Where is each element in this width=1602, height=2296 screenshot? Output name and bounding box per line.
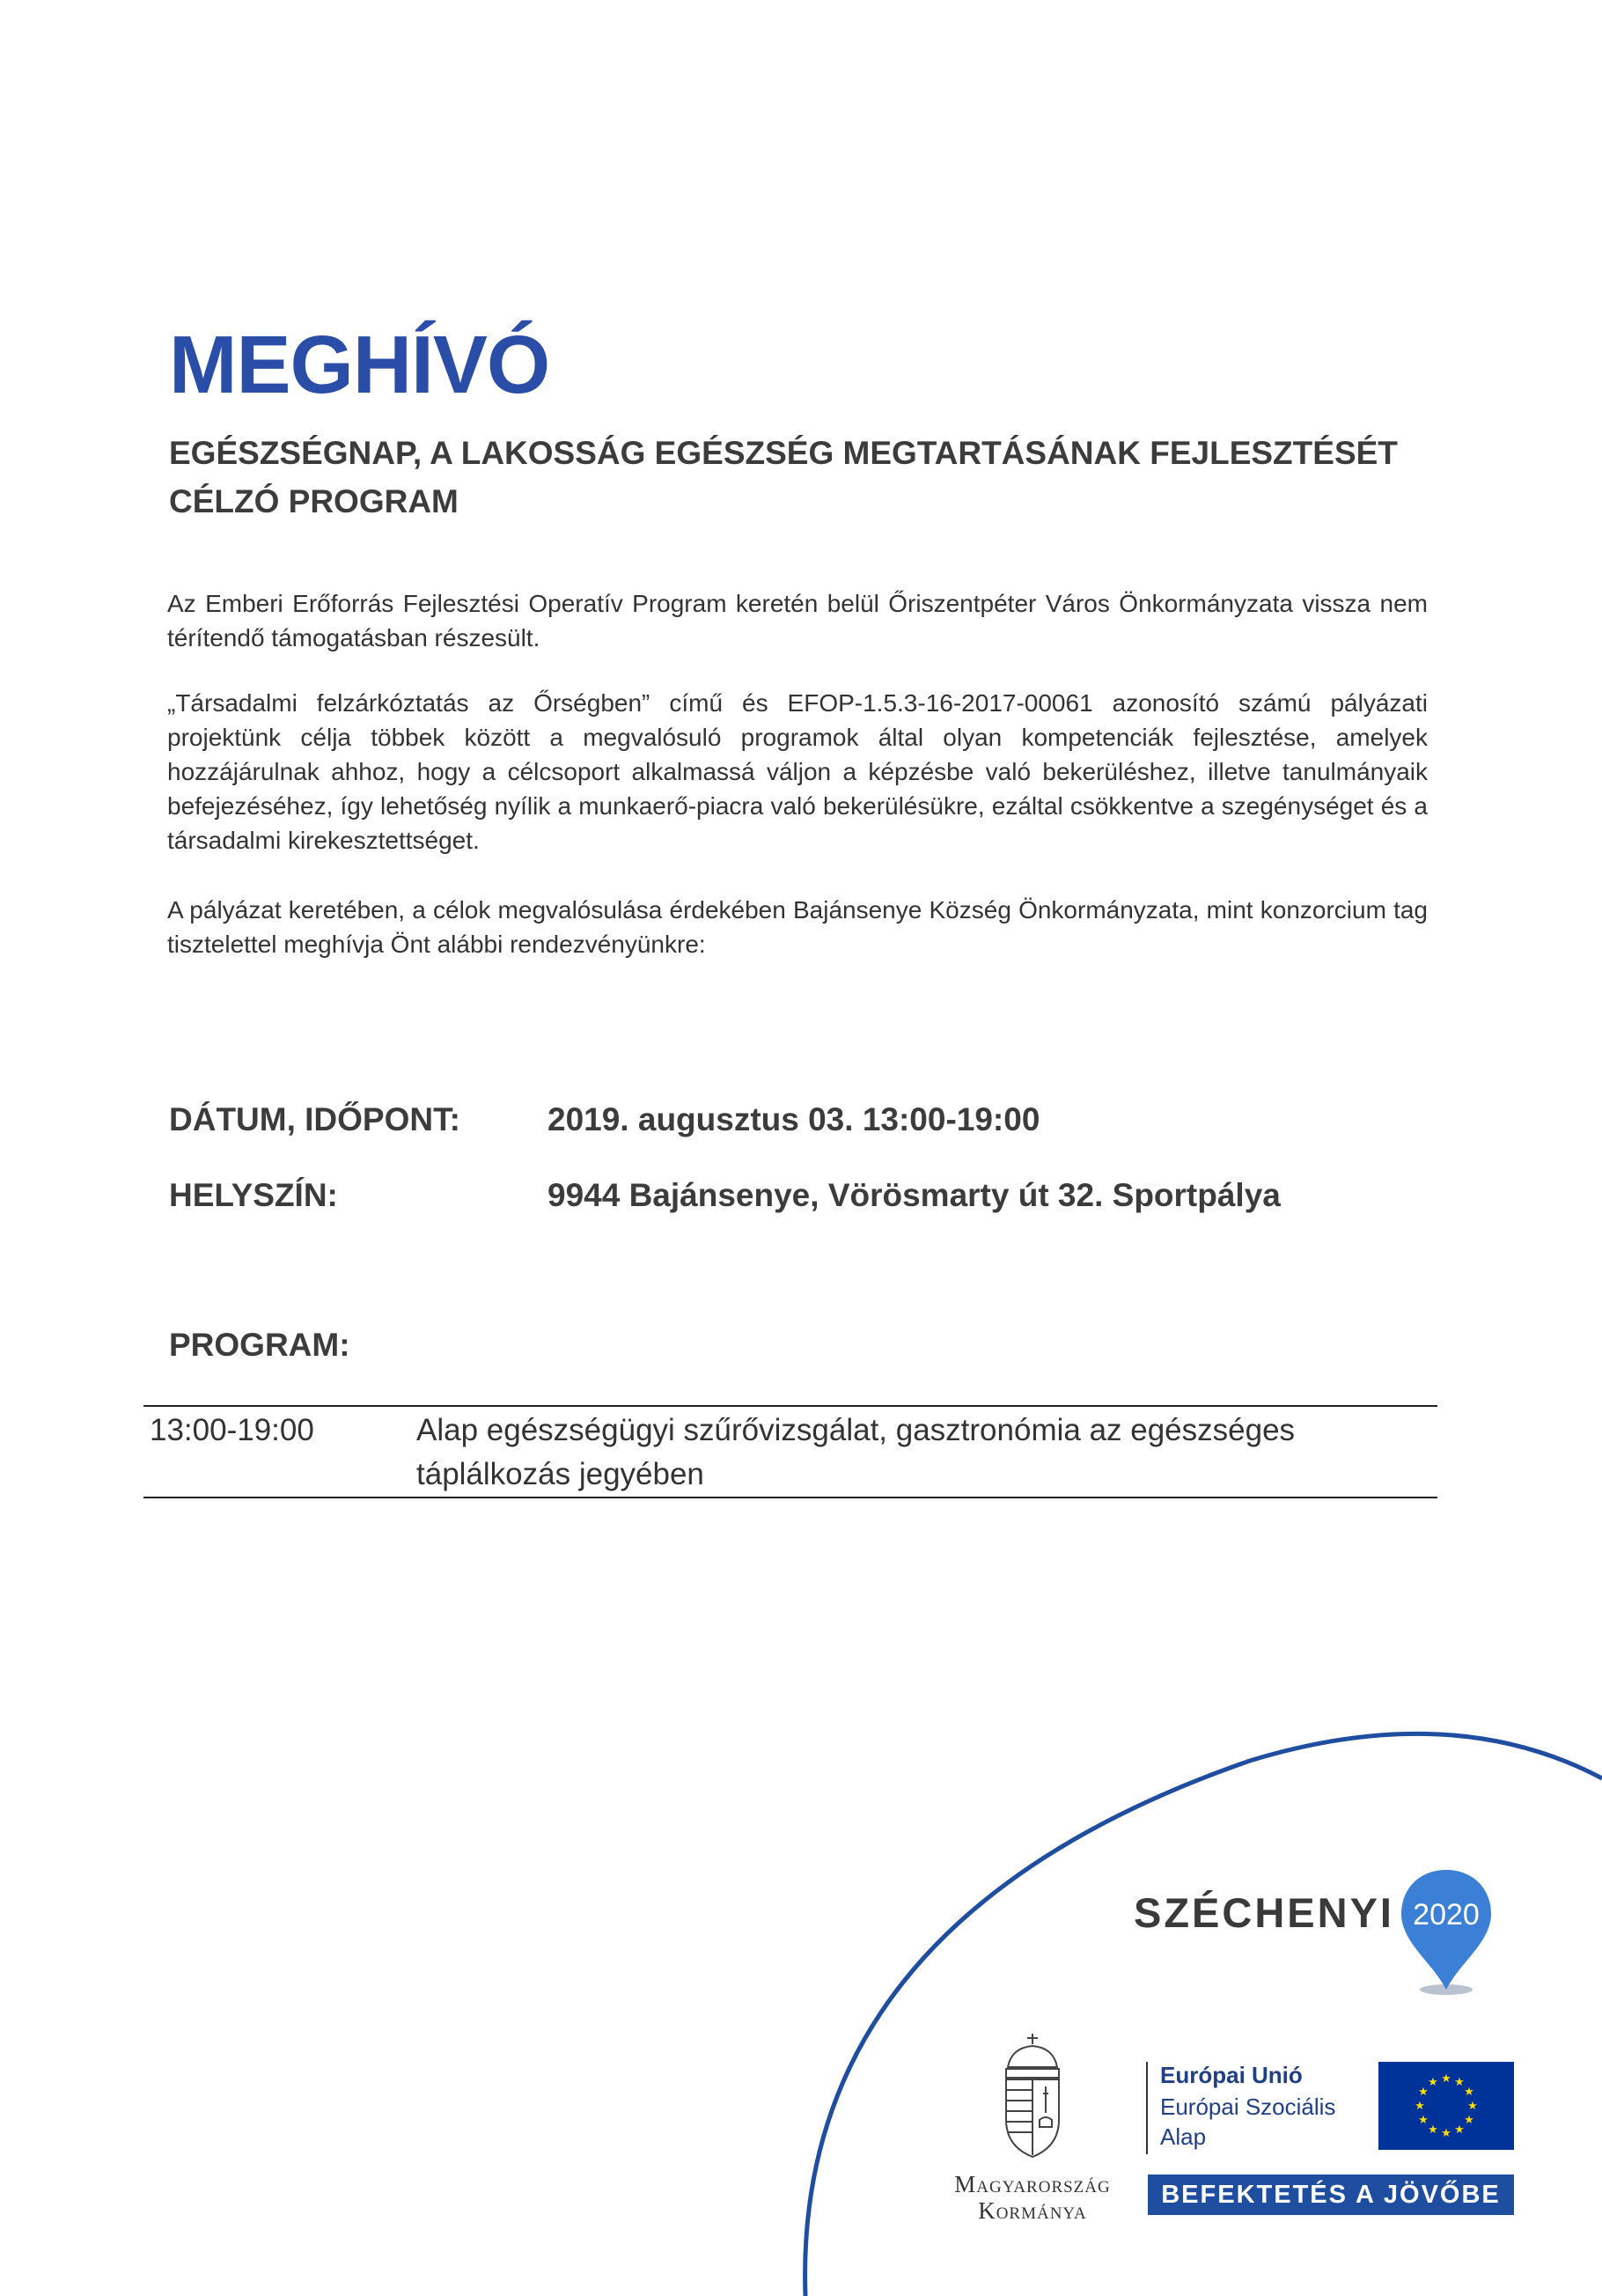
- svg-text:★: ★: [1415, 2100, 1425, 2113]
- svg-text:★: ★: [1464, 2086, 1474, 2099]
- place-label: HELYSZÍN:: [169, 1177, 338, 1213]
- svg-text:★: ★: [1428, 2076, 1438, 2089]
- investment-banner: BEFEKTETÉS A JÖVŐBE: [1148, 2175, 1514, 2215]
- eu-line3: Alap: [1160, 2123, 1207, 2150]
- eu-line2: Európai Szociális: [1160, 2094, 1336, 2120]
- eu-divider: [1146, 2062, 1148, 2154]
- program-time: 13:00-19:00: [150, 1413, 314, 1447]
- svg-text:★: ★: [1441, 2072, 1451, 2086]
- svg-text:★: ★: [1441, 2127, 1451, 2140]
- program-description: Alap egészségügyi szűrővizsgálat, gasztronómia az egészséges táplálkozás jegyében: [416, 1413, 1296, 1491]
- svg-text:★: ★: [1464, 2114, 1474, 2127]
- svg-text:★: ★: [1418, 2086, 1429, 2099]
- government-name: [927, 2171, 1138, 2224]
- date-label: DÁTUM, IDŐPONT:: [169, 1101, 460, 1137]
- table-top-rule: [143, 1405, 1437, 1407]
- government-line1: Magyarország: [954, 2171, 1111, 2197]
- intro-paragraph: Az Emberi Erőforrás Fejlesztési Operatív Program keretén belül Őriszentpéter Város Önkormányzata vissza nem térítendő támogatásban részesült.: [167, 590, 1428, 651]
- government-line2: Kormánya: [978, 2197, 1087, 2224]
- hungarian-crest-icon: [997, 2032, 1068, 2164]
- place-value: 9944 Bajánsenye, Vörösmarty út 32. Sportpálya: [547, 1177, 1281, 1213]
- svg-text:★: ★: [1454, 2076, 1465, 2089]
- svg-text:★: ★: [1467, 2100, 1478, 2113]
- szechenyi-year: 2020: [1413, 1898, 1480, 1932]
- program-label: PROGRAM:: [169, 1327, 350, 1363]
- eu-line1: Európai Unió: [1160, 2062, 1303, 2088]
- table-bottom-rule: [143, 1497, 1437, 1498]
- page-subtitle: EGÉSZSÉGNAP, A LAKOSSÁG EGÉSZSÉG MEGTARTÁSÁNAK FEJLESZTÉSÉT CÉLZÓ PROGRAM: [169, 435, 1398, 519]
- invitation-paragraph: A pályázat keretében, a célok megvalósulása érdekében Bajánsenye Község Önkormányzata, mint konzorcium tag tisztelettel meghívja Önt alábbi rendezvényünkre:: [167, 896, 1428, 958]
- szechenyi-logo-text: SZÉCHENYI: [1134, 1889, 1394, 1936]
- svg-text:★: ★: [1428, 2123, 1438, 2137]
- date-value: 2019. augusztus 03. 13:00-19:00: [547, 1101, 1040, 1137]
- project-paragraph: „Társadalmi felzárkóztatás az Őrségben” című és EFOP-1.5.3-16-2017-00061 azonosító számú pályázati projektünk célja többek között a megvalósuló programok által olyan kompetenciák fejlesztése, amelyek hozzájárulnak ahhoz, hogy a célcsoport alkalmassá váljon a képzésbe való bekerüléshez, illetve tanulmányaik befejezéséhez, így lehetőség nyílik a munkaerő-piacra való bekerülésükre, ezáltal csökkentve a szegénységet és a társadalmi kirekesztettséget.: [167, 689, 1428, 854]
- page-title: MEGHÍVÓ: [169, 319, 550, 410]
- svg-text:★: ★: [1454, 2123, 1465, 2137]
- eu-flag-icon: [1378, 2062, 1514, 2150]
- szechenyi-pin-icon: [1398, 1866, 1495, 1998]
- svg-text:★: ★: [1418, 2114, 1429, 2127]
